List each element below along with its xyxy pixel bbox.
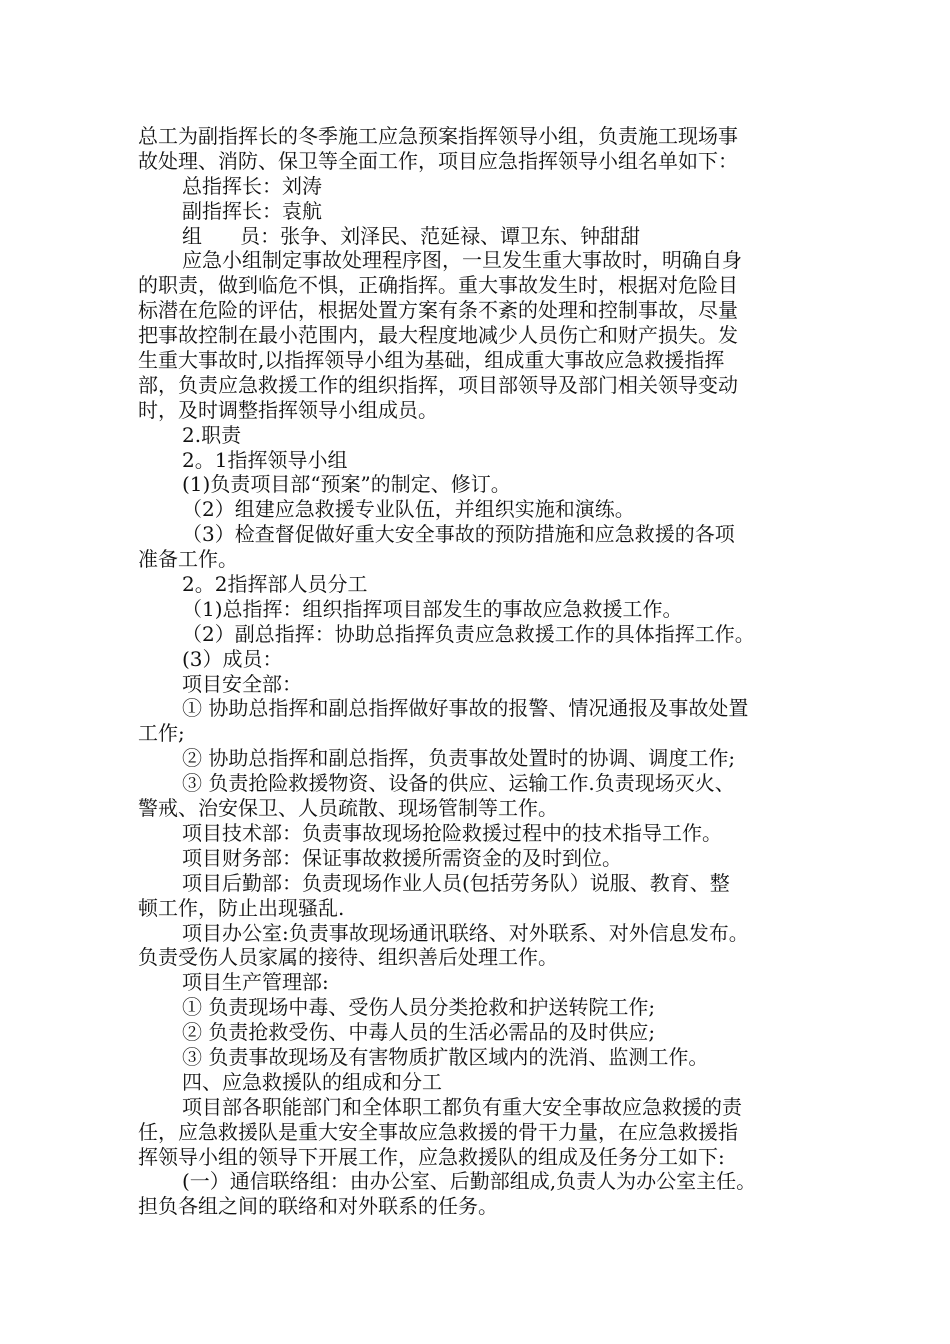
text-line: （2）组建应急救援专业队伍，并组织实施和演练。	[182, 497, 635, 522]
text-line: 2.职责	[182, 422, 242, 447]
text-line: 项目技术部：负责事故现场抢险救援过程中的技术指导工作。	[182, 820, 722, 845]
text-line: 生重大事故时,以指挥领导小组为基础，组成重大事故应急救援指挥	[138, 348, 725, 373]
text-line: 总指挥长：刘涛	[182, 173, 322, 198]
text-line: ③ 负责事故现场及有害物质扩散区域内的洗消、监测工作。	[182, 1044, 709, 1069]
text-line: （1)总指挥：组织指挥项目部发生的事故应急救援工作。	[182, 596, 683, 621]
text-line: (一）通信联络组：由办公室、后勤部组成,负责人为办公室主任。	[182, 1169, 757, 1194]
text-line: ② 协助总指挥和副总指挥，负责事故处置时的协调、调度工作;	[182, 746, 736, 771]
text-line: 部，负责应急救援工作的组织指挥，项目部领导及部门相关领导变动	[138, 372, 738, 397]
text-line: 四、应急救援队的组成和分工	[182, 1069, 442, 1094]
text-line: 应急小组制定事故处理程序图，一旦发生重大事故时，明确自身	[182, 248, 742, 273]
text-line: ① 协助总指挥和副总指挥做好事故的报警、情况通报及事故处置	[182, 696, 749, 721]
text-line: 项目财务部：保证事故救援所需资金的及时到位。	[182, 845, 622, 870]
text-line: 项目部各职能部门和全体职工都负有重大安全事故应急救援的责	[182, 1094, 742, 1119]
text-line: 的职责，做到临危不惧，正确指挥。重大事故发生时，根据对危险目	[138, 273, 738, 298]
text-line: 工作;	[138, 721, 185, 746]
document-body	[138, 124, 828, 1219]
text-line: 2。1指挥领导小组	[182, 447, 348, 472]
text-line: 组 员：张争、刘泽民、范延禄、谭卫东、钟甜甜	[182, 223, 641, 248]
text-line: 任，应急救援队是重大安全事故应急救援的骨干力量，在应急救援指	[138, 1119, 738, 1144]
text-line: 总工为副指挥长的冬季施工应急预案指挥领导小组，负责施工现场事	[138, 124, 738, 148]
text-line: 故处理、消防、保卫等全面工作，项目应急指挥领导小组名单如下：	[138, 148, 738, 173]
text-line: 2。2指挥部人员分工	[182, 572, 368, 597]
text-line: (1)负责项目部“预案”的制定、修订。	[182, 472, 511, 497]
text-line: 把事故控制在最小范围内，最大程度地减少人员伤亡和财产损失。发	[138, 323, 738, 348]
text-line: 项目办公室:负责事故现场通讯联络、对外联系、对外信息发布。	[182, 920, 749, 945]
text-line: 担负各组之间的联络和对外联系的任务。	[138, 1194, 498, 1219]
text-line: 副指挥长：袁航	[182, 198, 322, 223]
text-line: ② 负责抢救受伤、中毒人员的生活必需品的及时供应;	[182, 1020, 656, 1045]
text-line: 警戒、治安保卫、人员疏散、现场管制等工作。	[138, 796, 558, 821]
text-line: 挥领导小组的领导下开展工作，应急救援队的组成及任务分工如下:	[138, 1144, 725, 1169]
text-line: ① 负责现场中毒、受伤人员分类抢救和护送转院工作;	[182, 995, 656, 1020]
text-line: 项目后勤部：负责现场作业人员(包括劳务队）说服、教育、整	[182, 870, 730, 895]
text-line: 时，及时调整指挥领导小组成员。	[138, 397, 438, 422]
text-line: 标潜在危险的评估，根据处置方案有条不紊的处理和控制事故，尽量	[138, 298, 738, 323]
text-line: (3）成员：	[182, 646, 283, 671]
text-line: （2）副总指挥：协助总指挥负责应急救援工作的具体指挥工作。	[182, 621, 755, 646]
text-line: （3）检查督促做好重大安全事故的预防措施和应急救援的各项	[182, 522, 735, 547]
text-line: ③ 负责抢险救援物资、设备的供应、运输工作.负责现场灭火、	[182, 771, 735, 796]
text-line: 顿工作，防止出现骚乱.	[138, 895, 345, 920]
text-line: 项目安全部：	[182, 671, 302, 696]
text-line: 项目生产管理部:	[182, 970, 329, 995]
text-line: 负责受伤人员家属的接待、组织善后处理工作。	[138, 945, 558, 970]
text-line: 准备工作。	[138, 547, 238, 572]
